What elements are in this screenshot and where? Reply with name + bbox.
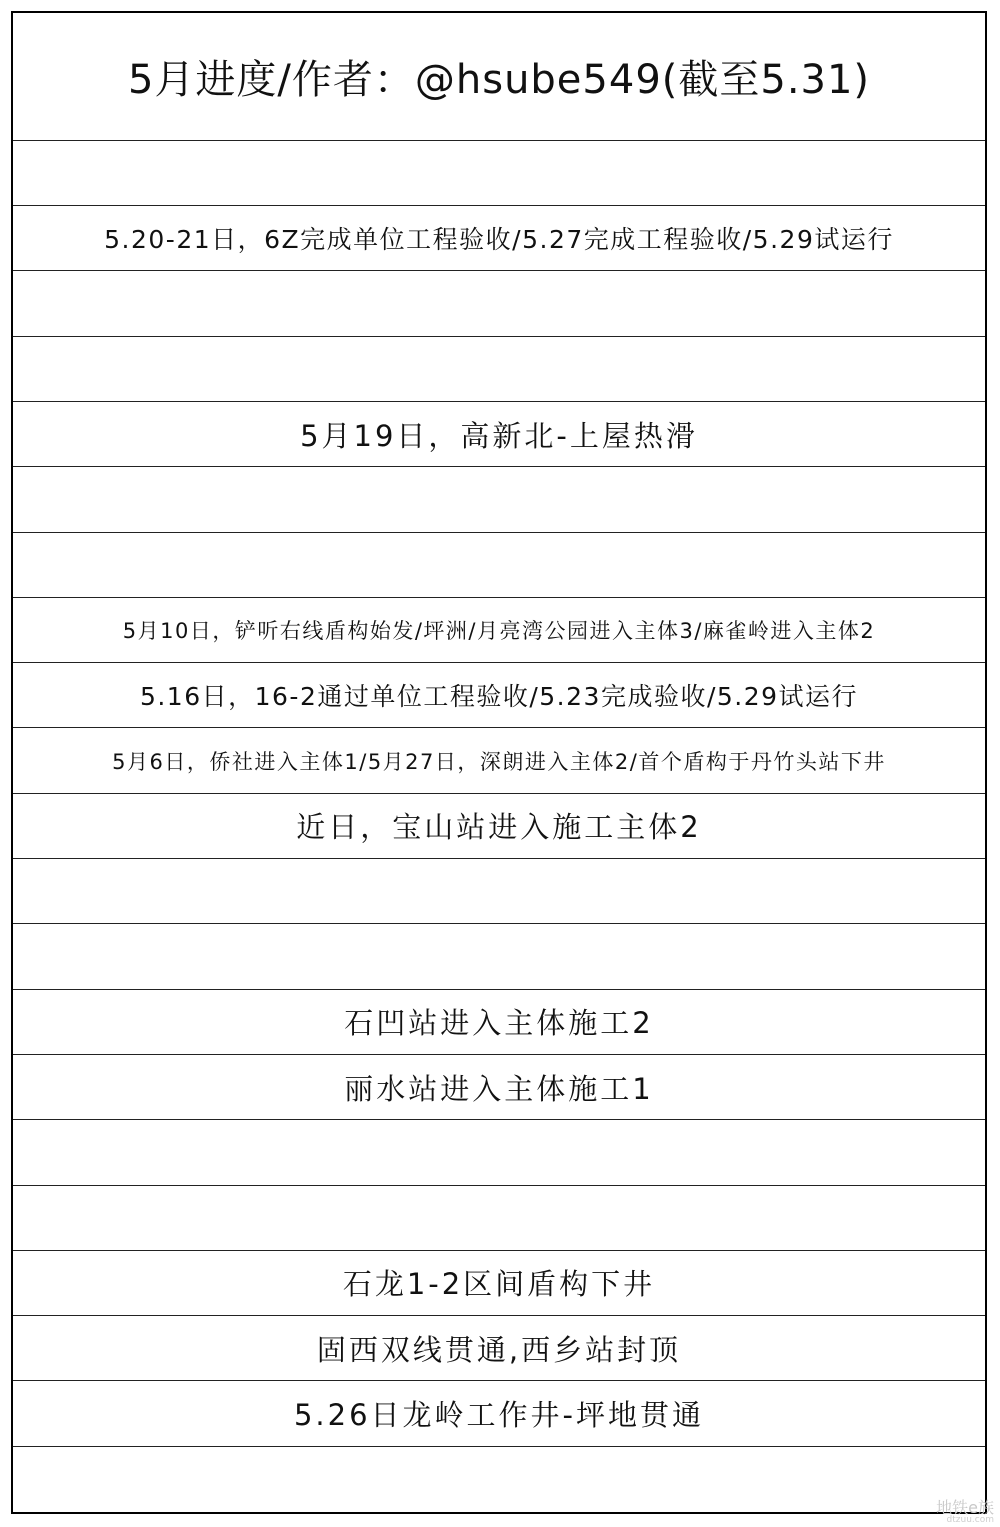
- table-row-17: [13, 1186, 985, 1251]
- table-row-5: 5月19日，高新北-上屋热滑: [13, 402, 985, 467]
- table-row-3: [13, 271, 985, 336]
- table-row-7: [13, 533, 985, 598]
- table-row-15: 丽水站进入主体施工1: [13, 1055, 985, 1120]
- table-row-16: [13, 1120, 985, 1185]
- table-row-11: 近日，宝山站进入施工主体2: [13, 794, 985, 859]
- table-body: [13, 141, 985, 1512]
- progress-table: [11, 11, 987, 1514]
- table-row-14: 石凹站进入主体施工2: [13, 990, 985, 1055]
- table-row-21: [13, 1447, 985, 1512]
- table-row-8: 5月10日，铲听右线盾构始发/坪洲/月亮湾公园进入主体3/麻雀岭进入主体2: [13, 598, 985, 663]
- table-row-12: [13, 859, 985, 924]
- watermark-text: 地铁e族: [936, 1498, 994, 1517]
- table-row-6: [13, 467, 985, 532]
- page-title: 5月进度/作者：@hsube549(截至5.31): [13, 13, 985, 141]
- table-row-9: 5.16日，16-2通过单位工程验收/5.23完成验收/5.29试运行: [13, 663, 985, 728]
- watermark-subtext: dtzuu.com: [946, 1515, 994, 1525]
- table-row-20: 5.26日龙岭工作井-坪地贯通: [13, 1381, 985, 1446]
- table-row-2: 5.20-21日，6Z完成单位工程验收/5.27完成工程验收/5.29试运行: [13, 206, 985, 271]
- watermark-logo: [936, 1500, 994, 1525]
- table-row-19: 固西双线贯通,西乡站封顶: [13, 1316, 985, 1381]
- table-row-1: [13, 141, 985, 206]
- table-row-13: [13, 924, 985, 989]
- table-row-4: [13, 337, 985, 402]
- table-row-10: 5月6日，侨社进入主体1/5月27日，深朗进入主体2/首个盾构于丹竹头站下井: [13, 728, 985, 793]
- table-row-18: 石龙1-2区间盾构下井: [13, 1251, 985, 1316]
